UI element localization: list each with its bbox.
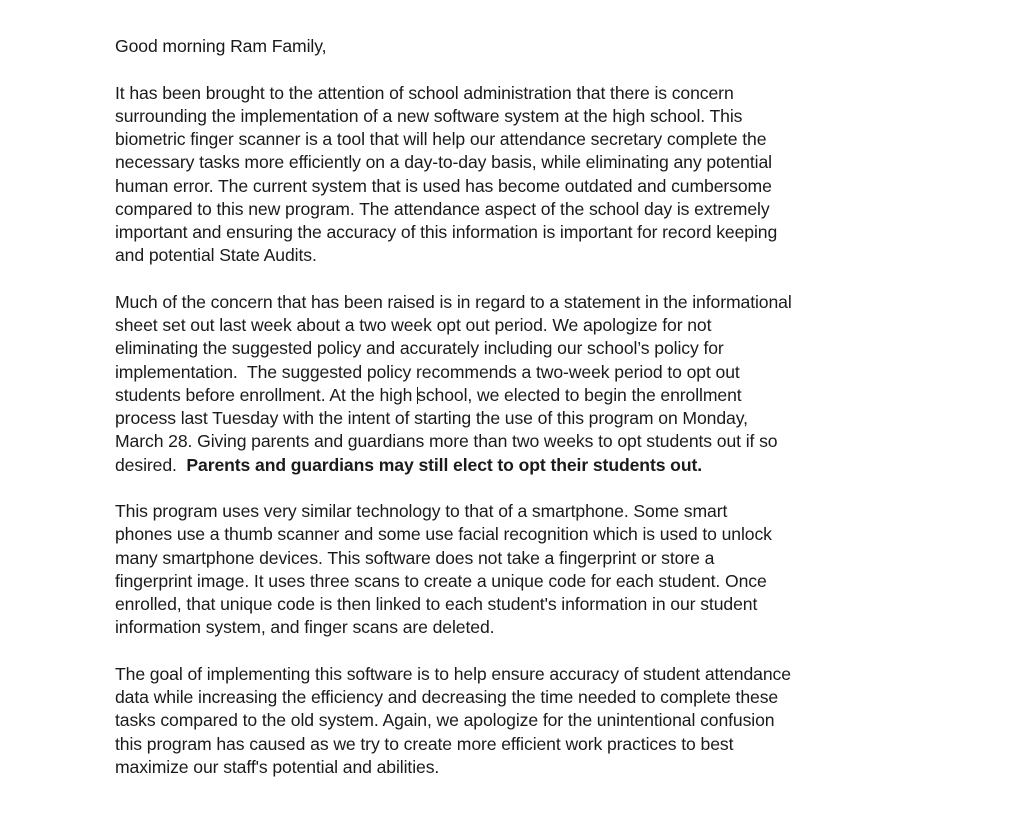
paragraph-technology: [115, 500, 915, 640]
text-line: important and ensuring the accuracy of this information is important for record keeping: [115, 222, 778, 242]
text-line-with-caret[interactable]: [115, 384, 915, 407]
text-line: implementation. The suggested policy recommends a two-week period to opt out: [115, 361, 740, 382]
text-line: maximize our staff's potential and abilities.: [115, 756, 440, 777]
text-line: phones use a thumb scanner and some use facial recognition which is used to unlock: [115, 524, 772, 545]
text-line: this program has caused as we try to create more efficient work practices to best: [115, 733, 734, 754]
text-line: necessary tasks more efficiently on a day-to-day basis, while eliminating any potential: [115, 152, 772, 173]
text-line: data while increasing the efficiency and decreasing the time needed to complete these: [115, 687, 779, 707]
text-line: Much of the concern that has been raised is in regard to a statement in the informational: [115, 291, 792, 312]
text-regular: desired.: [115, 454, 187, 475]
text-line: It has been brought to the attention of school administration that there is concern: [115, 82, 734, 103]
text-after-caret: school, we elected to begin the enrollment: [417, 384, 742, 405]
text-line: enrolled, that unique code is then linked to each student's information in our student: [115, 594, 758, 614]
greeting-text: Good morning Ram Family,: [115, 36, 327, 56]
text-line: biometric finger scanner is a tool that will help our attendance secretary complete the: [115, 129, 767, 149]
greeting: [115, 35, 915, 58]
text-line: many smartphone devices. This software does not take a fingerprint or store a: [115, 547, 715, 568]
text-line: information system, and finger scans are deleted.: [115, 617, 495, 638]
text-line: fingerprint image. It uses three scans to create a unique code for each student. Once: [115, 570, 767, 591]
text-line: process last Tuesday with the intent of starting the use of this program on Monday,: [115, 408, 748, 428]
paragraph-concern-intro: [115, 82, 915, 268]
text-line: compared to this new program. The attendance aspect of the school day is extremely: [115, 198, 770, 219]
text-line: March 28. Giving parents and guardians more than two weeks to opt students out if so: [115, 431, 778, 452]
paragraph-goal: [115, 663, 915, 779]
text-line: surrounding the implementation of a new software system at the high school. This: [115, 105, 743, 126]
letter-document: [115, 35, 915, 802]
text-line: This program uses very similar technology to that of a smartphone. Some smart: [115, 501, 728, 521]
text-line: [115, 454, 915, 477]
text-line: human error. The current system that is used has become outdated and cumbersome: [115, 175, 772, 196]
paragraph-opt-out-policy: [115, 291, 915, 477]
text-line: and potential State Audits.: [115, 245, 317, 266]
bold-opt-out-statement: Parents and guardians may still elect to opt their students out.: [186, 454, 703, 475]
text-before-caret: students before enrollment. At the high: [115, 384, 418, 405]
text-line: sheet set out last week about a two week opt out period. We apologize for not: [115, 315, 712, 335]
text-line: tasks compared to the old system. Again, we apologize for the unintentional confusion: [115, 710, 775, 731]
text-line: eliminating the suggested policy and accurately including our school’s policy for: [115, 338, 724, 359]
text-line: The goal of implementing this software is to help ensure accuracy of student attendance: [115, 663, 791, 684]
